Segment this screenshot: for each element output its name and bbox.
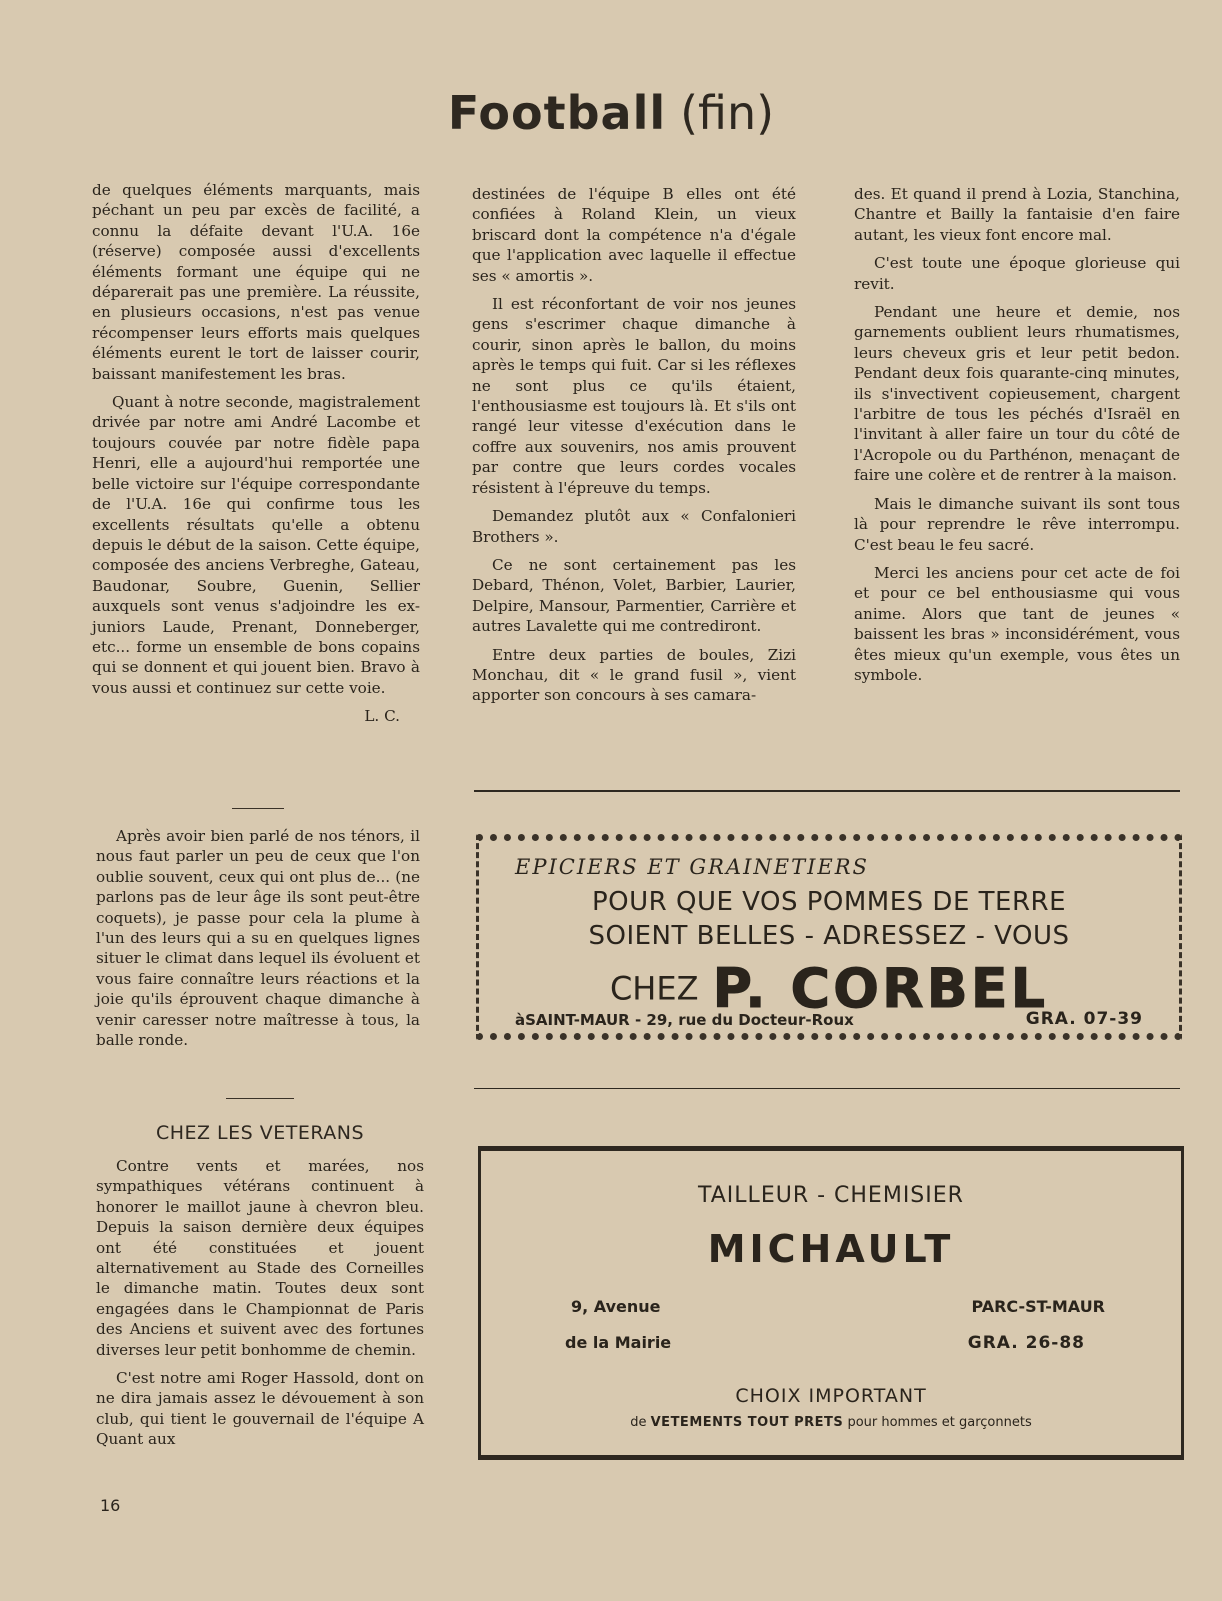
paragraph: Mais le dimanche suivant ils sont tous là pour reprendre le rêve interrompu. C'est beau le feu sacré. <box>854 494 1180 554</box>
paragraph: Ce ne sont certainement pas les Debard, Thénon, Volet, Barbier, Laurier, Delpire, Mansour, Parmentier, Carrière et autres Lavalette qui me contrediront. <box>472 555 796 636</box>
ad-subline <box>481 1415 1181 1430</box>
paragraph: Contre vents et marées, nos sympathiques vétérans continuent à honorer le maillot jaune à chevron bleu. Depuis la saison dernière deux équipes ont été constituées et jouent alternativement au Stade des Corneilles le dimanche matin. Toutes deux sont engagées dans le Championnat de Paris des Anciens et suivent avec des fortunes diverses leur petit bonhomme de chemin. <box>96 1157 424 1359</box>
page-title <box>0 86 1222 140</box>
ad-subline-post: pour hommes et garçonnets <box>847 1415 1032 1430</box>
section-divider <box>474 790 1180 792</box>
divider <box>226 1098 294 1099</box>
paragraph: Il est réconfortant de voir nos jeunes gens s'escrimer chaque dimanche à courir, sinon après le ballon, du moins après le temps qui fuit. Car si les réflexes ne sont plus ce qu'ils étaient, l'enthousiasme est toujours là. Et s'ils ont rangé leur vitesse d'exécution dans le coffre aux souvenirs, nos amis prouvent par contre que leurs cordes vocales résistent à l'épreuve du temps. <box>472 295 796 497</box>
ad-line: POUR QUE VOS POMMES DE TERRE <box>591 887 1067 917</box>
paragraph: Quant à notre seconde, magistralement drivée par notre ami André Lacombe et toujours couvée par notre fidèle papa Henri, elle a aujourd'hui remportée une belle victoire sur l'équipe correspondante de l'U.A. 16e qui confirme tous les excellents résultats qu'elle a obtenu depuis le début de la saison. Cette équipe, composée des anciens Verbreghe, Gateau, Baudonar, Soubre, Guenin, Sellier auxquels sont venus s'adjoindre les ex-juniors Laude, Prenant, Donneberger, etc... forme un ensemble de bons copains qui se donnent et qui jouent bien. Bravo à vous aussi et continuez sur cette voie. <box>92 393 420 697</box>
ad-subline-pre: de <box>630 1415 647 1430</box>
column-3 <box>854 184 1180 693</box>
paragraph: Entre deux parties de boules, Zizi Monchau, dit « le grand fusil », vient apporter son concours à ses camara- <box>472 645 796 705</box>
ad-subline-bold: VETEMENTS TOUT PRETS <box>650 1415 844 1430</box>
advertisement-corbel <box>476 834 1182 1040</box>
ad-address-line: de la Mairie <box>565 1333 672 1352</box>
column-2 <box>472 184 796 714</box>
page-number: 16 <box>100 1496 121 1515</box>
section-heading: CHEZ LES VETERANS <box>155 1122 365 1144</box>
signature: L. C. <box>364 707 400 726</box>
paragraph: Demandez plutôt aux « Confalonieri Brothers ». <box>472 507 796 546</box>
advertisement-michault <box>478 1146 1184 1460</box>
title-main: Football <box>447 86 667 140</box>
paragraph: C'est toute une époque glorieuse qui revit. <box>854 254 1180 293</box>
ad-business-name: P. CORBEL <box>712 957 1049 1020</box>
ad-trade: TAILLEUR - CHEMISIER <box>698 1183 964 1208</box>
ad-address-line: 9, Avenue <box>571 1297 661 1316</box>
ad-line: SOIENT BELLES - ADRESSEZ - VOUS <box>588 921 1070 951</box>
ad-heading: EPICIERS ET GRAINETIERS <box>515 855 869 879</box>
paragraph: destinées de l'équipe B elles ont été confiées à Roland Klein, un vieux briscard dont la compétence n'a d'égale que l'application avec laquelle il effectue ses « amortis ». <box>472 185 796 285</box>
ad-address: àSAINT-MAUR - 29, rue du Docteur-Roux <box>515 1011 854 1029</box>
paragraph: Après avoir bien parlé de nos ténors, il nous faut parler un peu de ceux que l'on oublie souvent, ceux qui ont plus de... (ne parlons pas de leur âge ils sont peut-être coquets), je passe pour cela la plume à l'un des leurs qui a su en quelques lignes situer le climat dans lequel ils évoluent et vous faire connaître leurs réactions et la joie qu'ils éprouvent chaque dimanche à venir caresser notre maîtresse à tous, la balle ronde. <box>96 827 420 1050</box>
section-divider <box>474 1088 1180 1089</box>
ad-chez: CHEZ <box>609 969 699 1008</box>
ad-city: PARC-ST-MAUR <box>971 1297 1105 1316</box>
paragraph: des. Et quand il prend à Lozia, Stanchina, Chantre et Bailly la fantaisie d'en faire autant, les vieux font encore mal. <box>854 185 1180 244</box>
column-1-lower <box>96 1156 424 1458</box>
paragraph: Merci les anciens pour cet acte de foi et pour ce bel enthousiasme qui vous anime. Alors que tant de jeunes « baissent les bras » inconsidérément, vous êtes mieux qu'un exemple, vous êtes un symbole. <box>854 563 1180 684</box>
paragraph: C'est notre ami Roger Hassold, dont on ne dira jamais assez le dévouement à son club, qui tient le gouvernail de l'équipe A Quant aux <box>96 1369 424 1449</box>
column-1-upper <box>92 180 420 727</box>
paragraph: de quelques éléments marquants, mais péchant un peu par excès de facilité, a connu la défaite devant l'U.A. 16e (réserve) composée aussi d'excellents éléments formant une équipe qui ne déparerait pas une première. La réussite, en plusieurs occasions, n'est pas venue récompenser leurs efforts mais quelques éléments eurent le tort de laisser courir, baissant manifestement les bras. <box>92 181 420 383</box>
divider <box>232 808 284 809</box>
ad-phone: GRA. 07-39 <box>1025 1009 1143 1029</box>
ad-business-name: MICHAULT <box>707 1227 955 1271</box>
title-suffix: (fin) <box>680 86 775 140</box>
ad-phone: GRA. 26-88 <box>967 1333 1085 1353</box>
ad-tagline: CHOIX IMPORTANT <box>735 1385 927 1407</box>
paragraph: Pendant une heure et demie, nos garnements oublient leurs rhumatismes, leurs cheveux gris et leur petit bedon. Pendant deux fois quarante-cinq minutes, ils s'invectivent copieusement, chargent l'arbitre de tous les péchés d'Israël en l'invitant à aller faire un tour du côté de l'Acropole ou du Parthénon, menaçant de faire une colère et de rentrer à la maison. <box>854 303 1180 485</box>
column-1-middle <box>96 826 420 1058</box>
